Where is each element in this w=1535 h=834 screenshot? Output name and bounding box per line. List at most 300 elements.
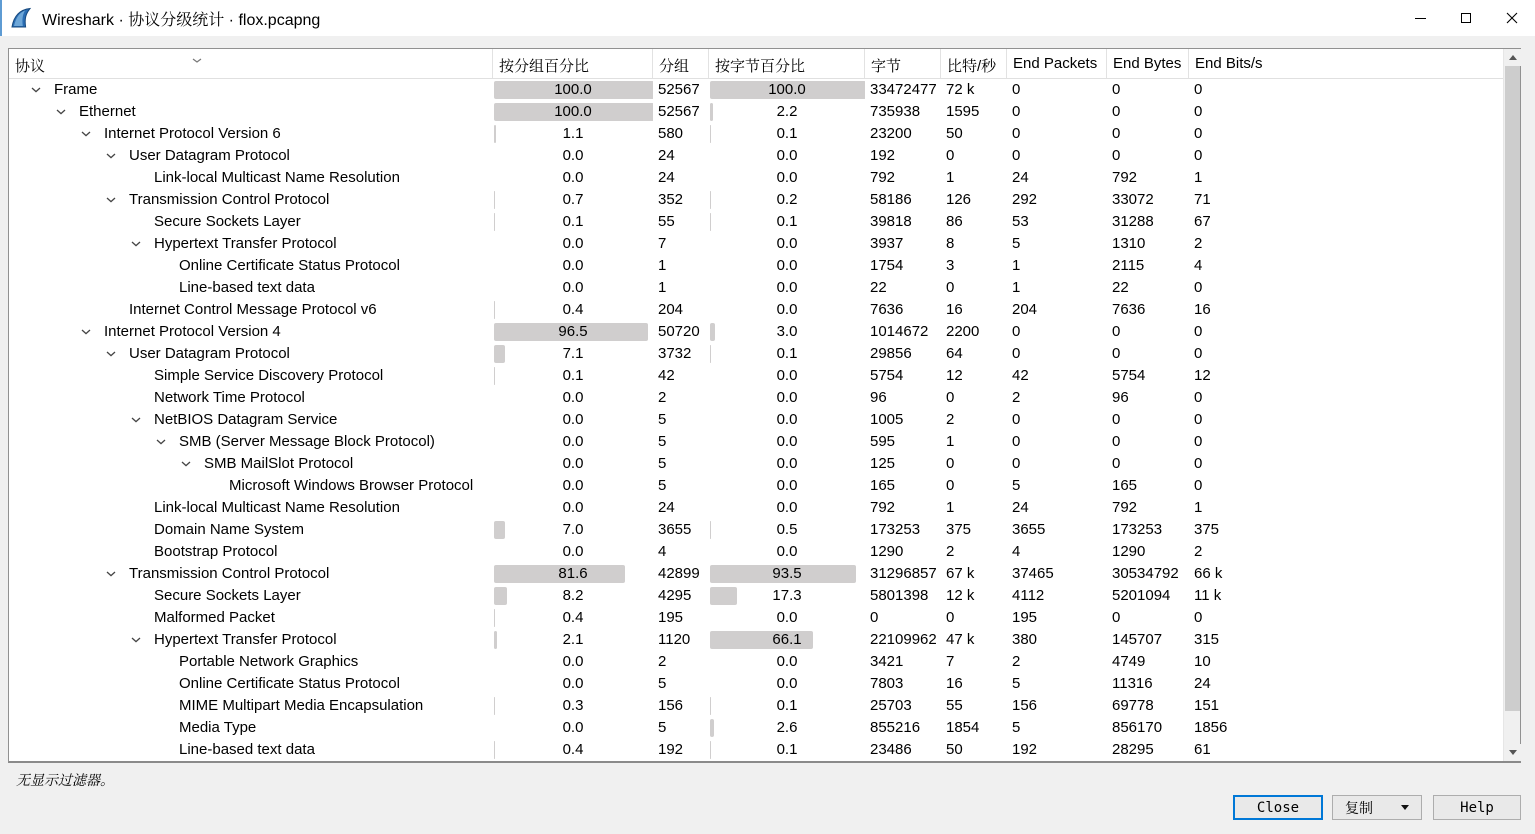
cell-end-bits: 315 xyxy=(1194,631,1220,648)
cell-percent-bytes xyxy=(709,453,865,475)
chevron-down-icon[interactable] xyxy=(106,145,129,167)
cell-end-bits: 12 xyxy=(1194,367,1211,384)
cell-end-packets: 5 xyxy=(1012,675,1021,692)
cell-end-packets: 42 xyxy=(1012,367,1029,384)
table-row[interactable] xyxy=(9,541,1503,563)
wireshark-logo-icon xyxy=(10,7,34,29)
cell-protocol xyxy=(9,343,493,365)
table-row[interactable] xyxy=(9,453,1503,475)
protocol-name: Domain Name System xyxy=(154,521,305,538)
cell-percent-packets xyxy=(493,277,653,299)
cell-protocol xyxy=(9,189,493,211)
percent-value: 0.1 xyxy=(776,741,798,758)
cell-bits-per-second: 0 xyxy=(946,477,955,494)
chevron-down-icon[interactable] xyxy=(106,343,129,365)
cell-end-bytes: 0 xyxy=(1112,433,1121,450)
protocol-name: Microsoft Windows Browser Protocol xyxy=(229,477,474,494)
cell-percent-packets xyxy=(493,387,653,409)
scrollbar-thumb[interactable] xyxy=(1505,66,1520,711)
protocol-name: Internet Protocol Version 6 xyxy=(104,125,281,142)
protocol-name: Online Certificate Status Protocol xyxy=(179,675,400,692)
cell-percent-packets xyxy=(493,145,653,167)
cell-bits-per-second: 2200 xyxy=(946,323,980,340)
protocol-name: Malformed Packet xyxy=(154,609,275,626)
chevron-placeholder xyxy=(131,585,154,607)
percent-value: 93.5 xyxy=(772,565,802,582)
column-header-end-bytes[interactable]: End Bytes xyxy=(1107,49,1189,78)
cell-percent-packets xyxy=(493,739,653,761)
column-header-bits-per-second[interactable]: 比特/秒 xyxy=(941,49,1007,78)
cell-percent-bytes xyxy=(709,497,865,519)
cell-end-bytes: 0 xyxy=(1112,609,1121,626)
cell-packets: 5 xyxy=(658,455,667,472)
table-row[interactable] xyxy=(9,255,1503,277)
cell-percent-packets xyxy=(493,585,653,607)
cell-bytes: 22109962 xyxy=(870,631,937,648)
close-window-button[interactable] xyxy=(1489,0,1535,36)
cell-end-bits: 0 xyxy=(1194,609,1203,626)
cell-end-bits: 1856 xyxy=(1194,719,1228,736)
cell-percent-bytes xyxy=(709,431,865,453)
cell-bits-per-second: 64 xyxy=(946,345,963,362)
percent-value: 0.0 xyxy=(562,433,584,450)
cell-percent-bytes xyxy=(709,79,865,101)
cell-protocol xyxy=(9,563,493,585)
cell-protocol xyxy=(9,101,493,123)
cell-percent-bytes xyxy=(709,233,865,255)
protocol-name: Line-based text data xyxy=(179,279,315,296)
cell-packets: 24 xyxy=(658,499,675,516)
table-row[interactable] xyxy=(9,101,1503,123)
table-row[interactable] xyxy=(9,123,1503,145)
percent-value: 0.4 xyxy=(562,609,584,626)
cell-protocol xyxy=(9,519,493,541)
table-row[interactable] xyxy=(9,387,1503,409)
cell-percent-bytes xyxy=(709,607,865,629)
cell-bytes: 595 xyxy=(870,433,896,450)
cell-end-bits: 61 xyxy=(1194,741,1211,758)
percent-value: 8.2 xyxy=(562,587,584,604)
cell-end-packets: 2 xyxy=(1012,653,1021,670)
percent-value: 0.0 xyxy=(562,719,584,736)
cell-percent-bytes xyxy=(709,189,865,211)
protocol-name: MIME Multipart Media Encapsulation xyxy=(179,697,424,714)
table-row[interactable] xyxy=(9,167,1503,189)
cell-bits-per-second: 0 xyxy=(946,609,955,626)
percent-value: 100.0 xyxy=(554,81,592,98)
column-header-percent-bytes[interactable]: 按字节百分比 xyxy=(709,49,865,78)
cell-end-bytes: 173253 xyxy=(1112,521,1163,538)
cell-protocol xyxy=(9,629,493,651)
cell-bytes: 173253 xyxy=(870,521,921,538)
cell-end-bytes: 792 xyxy=(1112,169,1138,186)
cell-percent-packets xyxy=(493,673,653,695)
cell-end-packets: 0 xyxy=(1012,103,1021,120)
percent-value: 0.1 xyxy=(776,697,798,714)
cell-bytes: 792 xyxy=(870,169,896,186)
chevron-placeholder xyxy=(131,607,154,629)
cell-protocol xyxy=(9,321,493,343)
table-row[interactable] xyxy=(9,277,1503,299)
protocol-name: Simple Service Discovery Protocol xyxy=(154,367,384,384)
cell-end-bytes: 1310 xyxy=(1112,235,1146,252)
cell-percent-packets xyxy=(493,299,653,321)
cell-end-bytes: 22 xyxy=(1112,279,1129,296)
cell-end-bytes: 96 xyxy=(1112,389,1129,406)
cell-percent-bytes xyxy=(709,123,865,145)
percent-value: 0.1 xyxy=(562,367,584,384)
column-header-protocol[interactable]: 协议 xyxy=(9,49,493,78)
minimize-icon xyxy=(1415,18,1426,19)
cell-end-bits: 0 xyxy=(1194,411,1203,428)
table-row[interactable] xyxy=(9,79,1503,101)
cell-bytes: 165 xyxy=(870,477,896,494)
cell-protocol xyxy=(9,365,493,387)
percent-value: 0.0 xyxy=(776,147,798,164)
percent-value: 0.1 xyxy=(562,213,584,230)
cell-end-bytes: 0 xyxy=(1112,147,1121,164)
chevron-down-icon[interactable] xyxy=(156,431,179,453)
chevron-placeholder xyxy=(156,651,179,673)
cell-end-bytes: 28295 xyxy=(1112,741,1154,758)
cell-bytes: 23486 xyxy=(870,741,912,758)
table-row[interactable] xyxy=(9,673,1503,695)
cell-end-packets: 0 xyxy=(1012,125,1021,142)
percent-value: 0.0 xyxy=(776,169,798,186)
percent-value: 0.4 xyxy=(562,301,584,318)
cell-bytes: 29856 xyxy=(870,345,912,362)
cell-percent-bytes xyxy=(709,321,865,343)
cell-bits-per-second: 1595 xyxy=(946,103,980,120)
table-row[interactable] xyxy=(9,607,1503,629)
cell-bits-per-second: 50 xyxy=(946,741,963,758)
help-button[interactable]: Help xyxy=(1433,795,1521,820)
column-header-bytes[interactable]: 字节 xyxy=(865,49,941,78)
protocol-name: Bootstrap Protocol xyxy=(154,543,278,560)
cell-packets: 5 xyxy=(658,719,667,736)
cell-bits-per-second: 0 xyxy=(946,279,955,296)
cell-protocol xyxy=(9,233,493,255)
cell-protocol xyxy=(9,673,493,695)
cell-bits-per-second: 50 xyxy=(946,125,963,142)
percent-value: 0.0 xyxy=(776,499,798,516)
minimize-button[interactable] xyxy=(1397,0,1443,36)
chevron-down-icon[interactable] xyxy=(131,233,154,255)
cell-protocol xyxy=(9,211,493,233)
cell-bits-per-second: 86 xyxy=(946,213,963,230)
chevron-down-icon[interactable] xyxy=(106,563,129,585)
cell-percent-packets xyxy=(493,431,653,453)
chevron-down-icon[interactable] xyxy=(106,189,129,211)
percent-value: 17.3 xyxy=(772,587,802,604)
scrollbar-down-button[interactable] xyxy=(1504,744,1521,761)
vertical-scrollbar[interactable] xyxy=(1503,49,1520,761)
table-row[interactable] xyxy=(9,563,1503,585)
cell-percent-bytes xyxy=(709,475,865,497)
cell-packets: 4 xyxy=(658,543,667,560)
cell-packets: 192 xyxy=(658,741,684,758)
cell-bits-per-second: 12 xyxy=(946,367,963,384)
table-row[interactable] xyxy=(9,321,1503,343)
percent-value: 0.0 xyxy=(562,543,584,560)
cell-end-bits: 1 xyxy=(1194,169,1203,186)
protocol-name: Link-local Multicast Name Resolution xyxy=(154,499,400,516)
cell-end-bytes: 7636 xyxy=(1112,301,1146,318)
percent-value: 0.1 xyxy=(776,345,798,362)
chevron-placeholder xyxy=(106,299,129,321)
protocol-name: Network Time Protocol xyxy=(154,389,305,406)
cell-packets: 24 xyxy=(658,147,675,164)
cell-end-bits: 0 xyxy=(1194,477,1203,494)
cell-packets: 204 xyxy=(658,301,684,318)
protocol-name: Secure Sockets Layer xyxy=(154,213,301,230)
cell-end-bytes: 11316 xyxy=(1112,675,1153,692)
close-button[interactable]: Close xyxy=(1233,795,1323,820)
chevron-down-icon[interactable] xyxy=(131,409,154,431)
cell-end-bytes: 0 xyxy=(1112,103,1121,120)
table-row[interactable] xyxy=(9,739,1503,761)
table-row[interactable] xyxy=(9,409,1503,431)
cell-percent-bytes xyxy=(709,739,865,761)
cell-end-bytes: 792 xyxy=(1112,499,1138,516)
chevron-placeholder xyxy=(206,475,229,497)
percent-value: 0.3 xyxy=(562,697,584,714)
protocol-name: Link-local Multicast Name Resolution xyxy=(154,169,400,186)
cell-percent-packets xyxy=(493,211,653,233)
percent-value: 0.0 xyxy=(562,235,584,252)
chevron-down-icon[interactable] xyxy=(81,123,104,145)
cell-percent-bytes xyxy=(709,299,865,321)
cell-end-bits: 1 xyxy=(1194,499,1203,516)
percent-value: 66.1 xyxy=(772,631,802,648)
percent-value: 0.0 xyxy=(562,675,584,692)
percent-value: 0.0 xyxy=(776,235,798,252)
cell-bits-per-second: 47 k xyxy=(946,631,975,648)
table-row[interactable] xyxy=(9,431,1503,453)
protocol-name: Portable Network Graphics xyxy=(179,653,359,670)
table-row[interactable] xyxy=(9,717,1503,739)
table-row[interactable] xyxy=(9,145,1503,167)
column-header-packets[interactable]: 分组 xyxy=(653,49,709,78)
cell-end-packets: 3655 xyxy=(1012,521,1046,538)
percent-value: 0.0 xyxy=(776,543,798,560)
table-row[interactable] xyxy=(9,585,1503,607)
table-row[interactable] xyxy=(9,519,1503,541)
cell-end-packets: 37465 xyxy=(1012,565,1054,582)
cell-end-packets: 1 xyxy=(1012,279,1021,296)
percent-value: 0.0 xyxy=(562,169,584,186)
cell-protocol xyxy=(9,607,493,629)
cell-packets: 52567 xyxy=(658,81,700,98)
cell-protocol xyxy=(9,255,493,277)
cell-bytes: 58186 xyxy=(870,191,912,208)
protocol-name: Secure Sockets Layer xyxy=(154,587,301,604)
chevron-placeholder xyxy=(156,695,179,717)
chevron-placeholder xyxy=(131,167,154,189)
cell-percent-packets xyxy=(493,167,653,189)
table-row[interactable] xyxy=(9,629,1503,651)
percent-value: 100.0 xyxy=(768,81,806,98)
cell-end-bytes: 145707 xyxy=(1112,631,1163,648)
cell-percent-packets xyxy=(493,651,653,673)
cell-percent-bytes xyxy=(709,145,865,167)
cell-protocol xyxy=(9,453,493,475)
cell-percent-bytes xyxy=(709,255,865,277)
cell-percent-bytes xyxy=(709,629,865,651)
cell-packets: 50720 xyxy=(658,323,700,340)
cell-bits-per-second: 55 xyxy=(946,697,963,714)
protocol-name: Transmission Control Protocol xyxy=(129,191,330,208)
cell-bits-per-second: 2 xyxy=(946,411,955,428)
percent-value: 0.0 xyxy=(562,147,584,164)
percent-value: 0.0 xyxy=(776,257,798,274)
cell-end-packets: 2 xyxy=(1012,389,1021,406)
copy-button[interactable]: 复制 xyxy=(1332,795,1422,820)
display-filter-note: 无显示过滤器。 xyxy=(16,774,114,789)
cell-percent-packets xyxy=(493,497,653,519)
cell-packets: 55 xyxy=(658,213,675,230)
percent-value: 0.7 xyxy=(562,191,584,208)
cell-protocol xyxy=(9,585,493,607)
cell-packets: 5 xyxy=(658,433,667,450)
chevron-placeholder xyxy=(156,717,179,739)
cell-packets: 42899 xyxy=(658,565,700,582)
protocol-name: Hypertext Transfer Protocol xyxy=(154,631,337,648)
cell-percent-packets xyxy=(493,629,653,651)
percent-value: 0.0 xyxy=(776,653,798,670)
cell-percent-bytes xyxy=(709,585,865,607)
percent-value: 0.0 xyxy=(562,411,584,428)
cell-end-packets: 5 xyxy=(1012,719,1021,736)
cell-end-bytes: 0 xyxy=(1112,455,1121,472)
cell-bytes: 96 xyxy=(870,389,887,406)
cell-end-bytes: 856170 xyxy=(1112,719,1163,736)
cell-end-packets: 156 xyxy=(1012,697,1038,714)
protocol-name: Online Certificate Status Protocol xyxy=(179,257,400,274)
cell-end-bits: 0 xyxy=(1194,323,1203,340)
cell-end-bytes: 165 xyxy=(1112,477,1138,494)
cell-end-bytes: 4749 xyxy=(1112,653,1146,670)
table-row[interactable] xyxy=(9,233,1503,255)
cell-end-packets: 4112 xyxy=(1012,587,1045,604)
cell-bytes: 3421 xyxy=(870,653,904,670)
table-row[interactable] xyxy=(9,475,1503,497)
maximize-button[interactable] xyxy=(1443,0,1489,36)
cell-end-packets: 292 xyxy=(1012,191,1038,208)
chevron-placeholder xyxy=(131,519,154,541)
cell-end-bits: 0 xyxy=(1194,279,1203,296)
cell-bits-per-second: 1854 xyxy=(946,719,980,736)
chevron-placeholder xyxy=(131,387,154,409)
column-header-end-bits[interactable]: End Bits/s xyxy=(1195,55,1263,72)
percent-value: 0.0 xyxy=(776,609,798,626)
chevron-down-icon[interactable] xyxy=(81,321,104,343)
cell-percent-packets xyxy=(493,189,653,211)
percent-value: 7.0 xyxy=(562,521,584,538)
cell-percent-packets xyxy=(493,519,653,541)
table-row[interactable] xyxy=(9,695,1503,717)
column-header-end-packets[interactable]: End Packets xyxy=(1007,49,1107,78)
table-row[interactable] xyxy=(9,211,1503,233)
cell-bytes: 22 xyxy=(870,279,887,296)
chevron-down-icon[interactable] xyxy=(131,629,154,651)
table-row[interactable] xyxy=(9,651,1503,673)
cell-end-bytes: 0 xyxy=(1112,81,1121,98)
cell-bits-per-second: 1 xyxy=(946,169,955,186)
percent-value: 0.0 xyxy=(562,455,584,472)
cell-end-bits: 24 xyxy=(1194,675,1211,692)
cell-end-bits: 66 k xyxy=(1194,565,1223,582)
cell-end-bytes: 33072 xyxy=(1112,191,1154,208)
maximize-icon xyxy=(1461,13,1471,23)
protocol-name: Hypertext Transfer Protocol xyxy=(154,235,337,252)
chevron-down-icon[interactable] xyxy=(31,79,54,101)
table-row[interactable] xyxy=(9,343,1503,365)
cell-end-bytes: 0 xyxy=(1112,125,1121,142)
cell-packets: 42 xyxy=(658,367,675,384)
percent-value: 0.0 xyxy=(562,389,584,406)
scroll-down-icon xyxy=(1509,750,1517,755)
protocol-name: SMB (Server Message Block Protocol) xyxy=(179,433,435,450)
cell-percent-packets xyxy=(493,475,653,497)
cell-end-bytes: 0 xyxy=(1112,345,1121,362)
cell-end-packets: 24 xyxy=(1012,499,1029,516)
cell-bytes: 0 xyxy=(870,609,879,626)
cell-percent-packets xyxy=(493,233,653,255)
table-row[interactable] xyxy=(9,299,1503,321)
column-header-percent-packets[interactable]: 按分组百分比 xyxy=(493,49,653,78)
percent-value: 100.0 xyxy=(554,103,592,120)
percent-value: 2.6 xyxy=(776,719,798,736)
cell-percent-packets xyxy=(493,343,653,365)
cell-packets: 5 xyxy=(658,411,667,428)
cell-end-packets: 4 xyxy=(1012,543,1021,560)
cell-percent-bytes xyxy=(709,343,865,365)
cell-packets: 2 xyxy=(658,389,667,406)
cell-bits-per-second: 0 xyxy=(946,389,955,406)
sort-ascending-icon xyxy=(192,50,202,67)
chevron-down-icon[interactable] xyxy=(181,453,204,475)
cell-end-bits: 10 xyxy=(1194,653,1211,670)
window-title: Wireshark · 协议分级统计 · flox.pcapng xyxy=(42,11,321,29)
table-row[interactable] xyxy=(9,365,1503,387)
cell-bytes: 33472477 xyxy=(870,81,937,98)
copy-dropdown-icon xyxy=(1401,805,1409,810)
cell-end-bits: 0 xyxy=(1194,455,1203,472)
cell-packets: 1 xyxy=(658,257,667,274)
table-row[interactable] xyxy=(9,497,1503,519)
cell-bytes: 855216 xyxy=(870,719,921,736)
percent-value: 0.2 xyxy=(776,191,798,208)
cell-packets: 5 xyxy=(658,675,667,692)
cell-percent-bytes xyxy=(709,277,865,299)
scrollbar-up-button[interactable] xyxy=(1504,49,1521,66)
protocol-name: Line-based text data xyxy=(179,741,315,758)
cell-bits-per-second: 7 xyxy=(946,653,955,670)
cell-end-bytes: 5201094 xyxy=(1112,587,1171,604)
cell-percent-packets xyxy=(493,321,653,343)
cell-bits-per-second: 1 xyxy=(946,433,955,450)
percent-value: 0.0 xyxy=(776,477,798,494)
chevron-down-icon[interactable] xyxy=(56,101,79,123)
cell-bytes: 1005 xyxy=(870,411,904,428)
table-row[interactable] xyxy=(9,189,1503,211)
cell-percent-packets xyxy=(493,541,653,563)
cell-packets: 352 xyxy=(658,191,684,208)
cell-end-packets: 192 xyxy=(1012,741,1038,758)
cell-end-bits: 0 xyxy=(1194,389,1203,406)
percent-value: 1.1 xyxy=(562,125,584,142)
